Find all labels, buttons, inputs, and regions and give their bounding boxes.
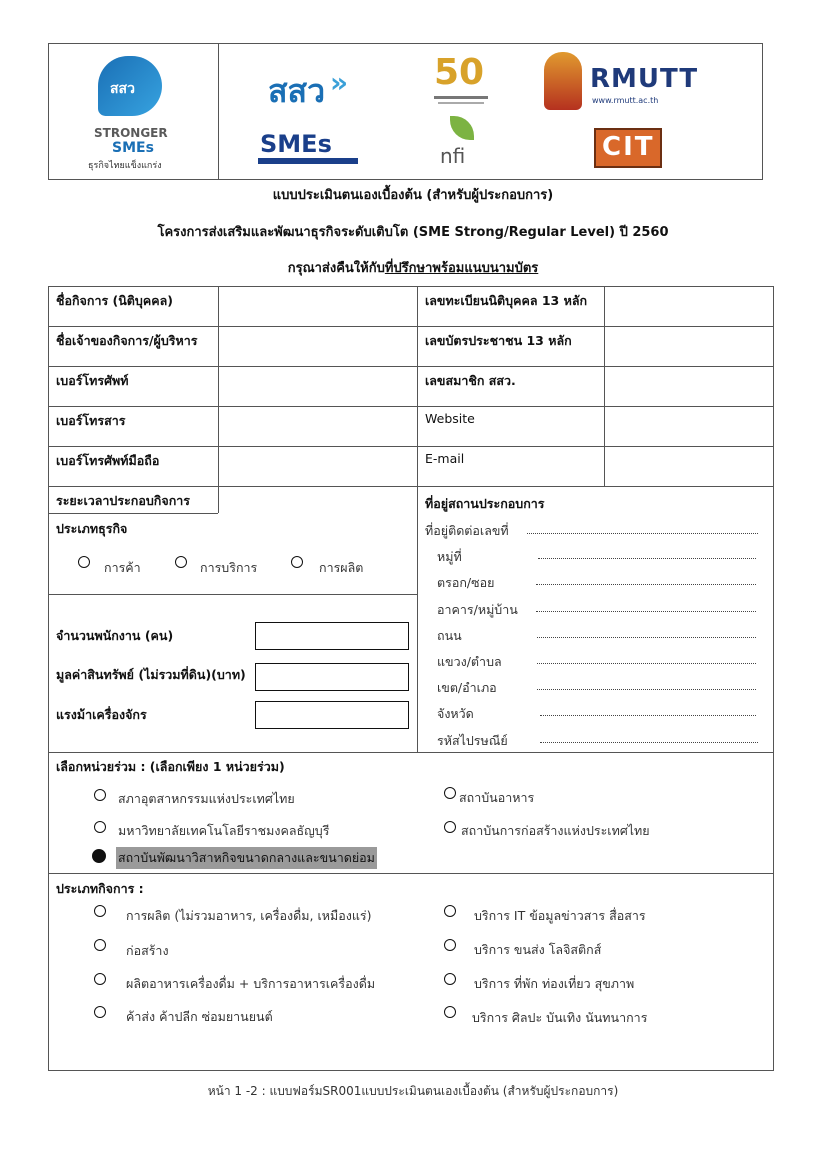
company-input[interactable] <box>219 287 416 325</box>
enterprise-radio-food[interactable] <box>94 973 106 985</box>
unit-radio-fti[interactable] <box>94 789 106 801</box>
rmutt-logo <box>544 46 704 112</box>
business-type-radio-service[interactable] <box>175 556 187 568</box>
unit-cit-label: สถาบันการก่อสร้างแห่งประเทศไทย <box>461 823 650 838</box>
unit-rmutt-label: มหาวิทยาลัยเทคโนโลยีราชมงคลธัญบุรี <box>118 823 330 838</box>
enterprise-radio-logistics[interactable] <box>444 939 456 951</box>
enterprise-type-label: ประเภทกิจการ : <box>56 881 144 896</box>
enterprise-radio-manufacturing[interactable] <box>94 905 106 917</box>
units-label: เลือกหน่วยร่วม : (เลือกเพียง 1 หน่วยร่วม) <box>56 759 285 774</box>
rmutt-crest <box>544 52 582 110</box>
enterprise-tourism-label: บริการ ที่พัก ท่องเที่ยว สุขภาพ <box>474 976 635 991</box>
fti-50-caption <box>434 96 488 99</box>
ismed-logo <box>258 132 358 168</box>
unit-radio-cit[interactable] <box>444 821 456 833</box>
stronger-smes-brand: สสว <box>110 81 135 97</box>
page-footer: หน้า 1 -2 : แบบฟอร์มSR001แบบประเมินตนเองเบื้องต้น (สำหรับผู้ประกอบการ) <box>207 1084 619 1098</box>
mobile-input[interactable] <box>219 447 416 485</box>
nfi-name: nfi <box>440 144 466 168</box>
stronger-smes-logo <box>88 52 178 170</box>
osmep-arrow-icon: » <box>330 66 349 99</box>
enterprise-construction-label: ก่อสร้าง <box>126 943 169 958</box>
unit-fti-label: สภาอุตสาหกรรมแห่งประเทศไทย <box>118 791 295 806</box>
address-line-province-input[interactable] <box>540 715 756 716</box>
email-label: E-mail <box>425 451 465 466</box>
horsepower-input[interactable] <box>255 701 409 729</box>
enterprise-radio-retail[interactable] <box>94 1006 106 1018</box>
id-no-input[interactable] <box>605 327 773 365</box>
business-type-label: ประเภทธุรกิจ <box>56 521 128 536</box>
stronger-smes-line3: ธุรกิจไทยแข็งแกร่ง <box>88 161 162 171</box>
grid-vline-2 <box>417 286 418 752</box>
address-line-soi-label: ตรอก/ซอย <box>437 575 495 590</box>
fti-50-number: 50 <box>434 52 485 93</box>
form-title: แบบประเมินตนเองเบื้องต้น (สำหรับผู้ประกอบการ) <box>272 188 554 203</box>
phone-input[interactable] <box>219 367 416 405</box>
address-line-road-input[interactable] <box>537 637 756 638</box>
owner-input[interactable] <box>219 327 416 365</box>
cit-logo <box>594 128 662 168</box>
employees-input[interactable] <box>255 622 409 650</box>
grid-hline-6 <box>48 513 218 514</box>
address-line-building-label: อาคาร/หมู่บ้าน <box>437 602 518 617</box>
enterprise-entertainment-label: บริการ ศิลปะ บันเทิง นันทนาการ <box>472 1010 648 1025</box>
member-no-label: เลขสมาชิก สสว. <box>425 373 516 388</box>
website-label: Website <box>425 411 475 426</box>
horsepower-label: แรงม้าเครื่องจักร <box>56 707 147 722</box>
reg-no-input[interactable] <box>605 287 773 325</box>
grid-hline-7 <box>48 594 417 595</box>
enterprise-radio-construction[interactable] <box>94 939 106 951</box>
address-line-building-input[interactable] <box>536 611 756 612</box>
fax-label: เบอร์โทรสาร <box>56 413 126 428</box>
cit-name: CIT <box>602 132 655 162</box>
instruction-text: กรุณาส่งคืนให้กับ <box>287 261 385 276</box>
enterprise-radio-it[interactable] <box>444 905 456 917</box>
mobile-label: เบอร์โทรศัพท์มือถือ <box>56 453 160 468</box>
fax-input[interactable] <box>219 407 416 445</box>
form-instruction <box>0 257 826 278</box>
duration-input[interactable] <box>219 487 416 512</box>
address-line-soi-input[interactable] <box>536 584 756 585</box>
address-line-district-input[interactable] <box>537 689 756 690</box>
address-line-moo-input[interactable] <box>538 558 756 559</box>
reg-no-label: เลขทะเบียนนิติบุคคล 13 หลัก <box>425 293 588 308</box>
address-line-subdistrict-label: แขวง/ตำบล <box>437 654 502 669</box>
owner-label: ชื่อเจ้าของกิจการ/ผู้บริหาร <box>56 333 198 348</box>
website-input[interactable] <box>605 407 773 445</box>
grid-hline-9 <box>48 873 774 874</box>
address-line-province-label: จังหวัด <box>437 706 474 721</box>
nfi-logo <box>436 114 486 172</box>
unit-radio-nfi[interactable] <box>444 787 456 799</box>
fti-50-logo <box>430 52 492 108</box>
grid-hline-8 <box>48 752 774 753</box>
business-type-service-label: การบริการ <box>200 560 258 575</box>
email-input[interactable] <box>605 447 773 485</box>
company-label: ชื่อกิจการ (นิติบุคคล) <box>56 293 173 308</box>
osmep-logo: สสว <box>268 72 326 110</box>
unit-ismed-label: สถาบันพัฒนาวิสาหกิจขนาดกลางและขนาดย่อม <box>116 847 377 869</box>
unit-radio-ismed[interactable] <box>92 849 106 863</box>
business-type-radio-trade[interactable] <box>78 556 90 568</box>
enterprise-manufacturing-label: การผลิต (ไม่รวมอาหาร, เครื่องดื่ม, เหมืองแร่) <box>126 908 372 923</box>
enterprise-food-label: ผลิตอาหารเครื่องดื่ม + บริการอาหารเครื่องดื่ม <box>126 976 376 991</box>
unit-nfi-label: สถาบันอาหาร <box>459 790 535 805</box>
enterprise-logistics-label: บริการ ขนส่ง โลจิสติกส์ <box>474 942 602 957</box>
duration-label: ระยะเวลาประกอบกิจการ <box>56 493 191 508</box>
address-line-number-input[interactable] <box>527 533 758 534</box>
address-line-district-label: เขต/อำเภอ <box>437 680 497 695</box>
address-title: ที่อยู่สถานประกอบการ <box>425 496 545 511</box>
rmutt-url: www.rmutt.ac.th <box>592 96 659 105</box>
phone-label: เบอร์โทรศัพท์ <box>56 373 129 388</box>
address-line-postcode-label: รหัสไปรษณีย์ <box>437 733 508 748</box>
ismed-name: SMEs <box>260 130 332 158</box>
address-line-subdistrict-input[interactable] <box>537 663 756 664</box>
employees-label: จำนวนพนักงาน (คน) <box>56 628 174 643</box>
id-no-label: เลขบัตรประชาชน 13 หลัก <box>425 333 572 348</box>
business-type-trade-label: การค้า <box>104 560 141 575</box>
enterprise-it-label: บริการ IT ข้อมูลข่าวสาร สื่อสาร <box>474 908 646 923</box>
business-type-radio-manufacture[interactable] <box>291 556 303 568</box>
address-line-postcode-input[interactable] <box>540 742 758 743</box>
instruction-underlined: ที่ปรึกษาพร้อมแนบนามบัตร <box>384 261 539 276</box>
nfi-leaf-icon <box>450 116 474 140</box>
rmutt-name: RMUTT <box>590 64 699 94</box>
form-subtitle: โครงการส่งเสริมและพัฒนาธุรกิจระดับเติบโต (SME Strong/Regular Level) ปี 2560 <box>157 225 669 240</box>
fti-50-caption-2 <box>438 102 484 104</box>
address-line-moo-label: หมู่ที่ <box>437 549 462 564</box>
business-type-manufacture-label: การผลิต <box>319 560 364 575</box>
unit-radio-rmutt[interactable] <box>94 821 106 833</box>
stronger-smes-line2: SMEs <box>112 140 154 156</box>
enterprise-radio-entertainment[interactable] <box>444 1006 456 1018</box>
assets-label: มูลค่าสินทรัพย์ (ไม่รวมที่ดิน)(บาท) <box>56 667 246 682</box>
assets-input[interactable] <box>255 663 409 691</box>
address-line-number-label: ที่อยู่ติดต่อเลขที่ <box>425 523 509 538</box>
ismed-bar <box>258 158 358 164</box>
enterprise-radio-tourism[interactable] <box>444 973 456 985</box>
enterprise-retail-label: ค้าส่ง ค้าปลีก ซ่อมยานยนต์ <box>126 1009 273 1024</box>
logo-divider <box>218 43 219 180</box>
stronger-smes-line1: STRONGER <box>94 126 168 140</box>
member-no-input[interactable] <box>605 367 773 405</box>
address-line-road-label: ถนน <box>437 628 462 643</box>
